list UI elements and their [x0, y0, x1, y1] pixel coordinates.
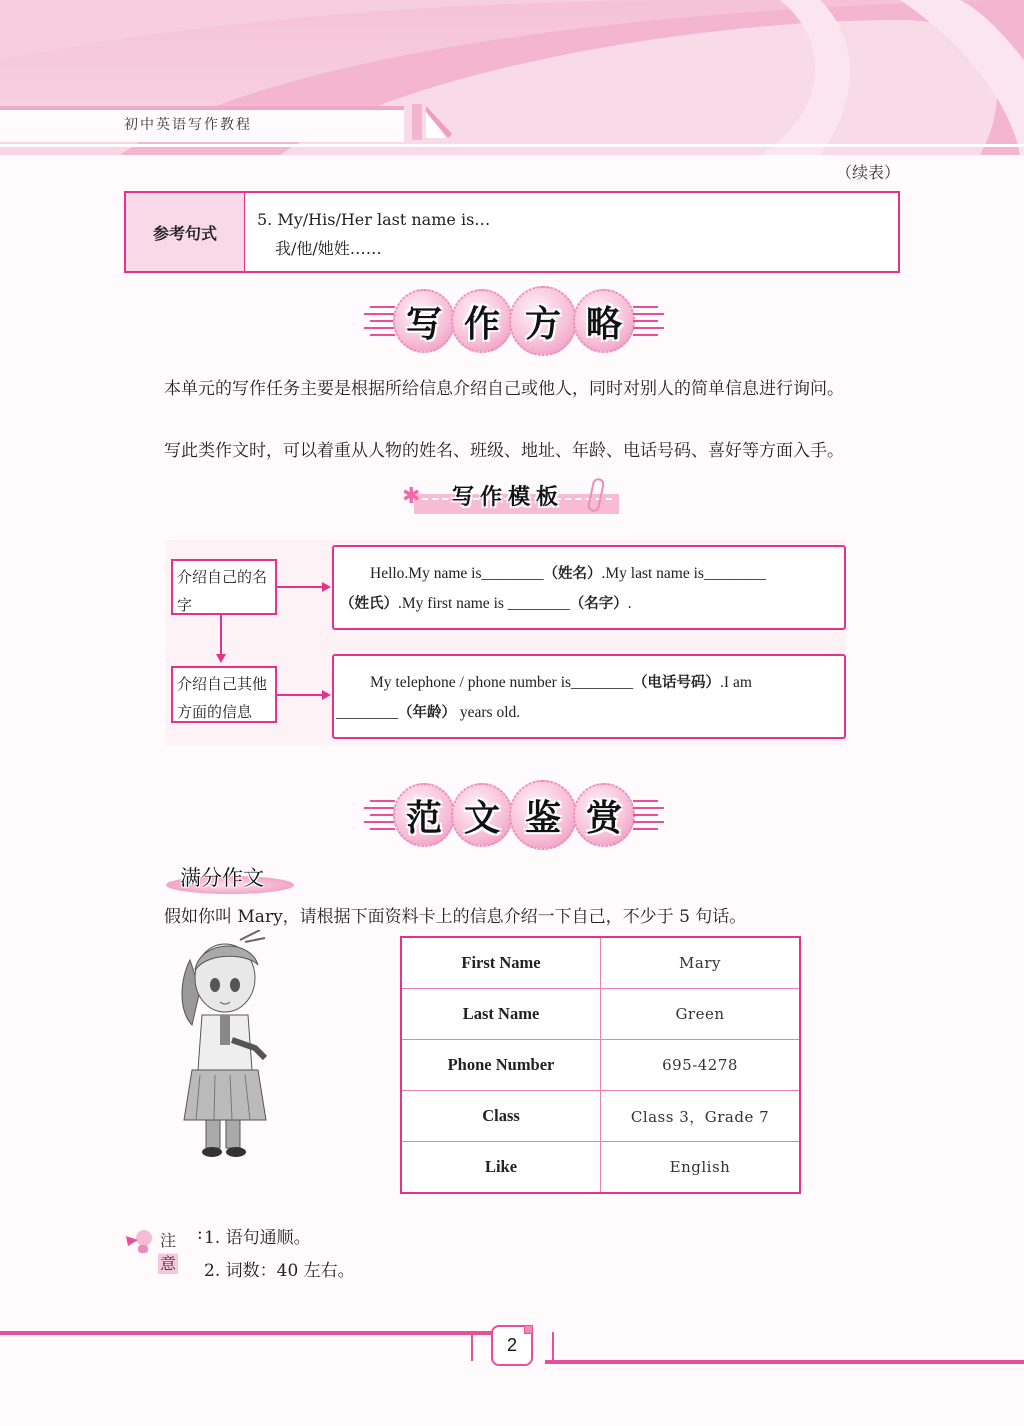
info-card-row [401, 937, 800, 989]
banner-char: 赏 [573, 783, 635, 847]
info-card-key: Phone Number [401, 1040, 601, 1091]
banner-char: 文 [451, 783, 513, 847]
reference-sentence-table [124, 191, 900, 273]
page-number: 2 [506, 1335, 517, 1355]
star-icon: ✱ [402, 484, 421, 509]
template-hint: （年龄） [398, 705, 456, 721]
banner-lines-left [364, 800, 395, 830]
banner-lines-right [633, 800, 664, 830]
info-card-value: Green [601, 989, 801, 1040]
template-banner [394, 478, 632, 518]
banner-char: 鉴 [509, 780, 577, 850]
info-card-row [401, 989, 800, 1040]
info-card-row [401, 1142, 800, 1194]
flow-connector [277, 586, 323, 588]
note-item-1: 1. 语句通顺。 [204, 1228, 311, 1248]
book-title: 初中英语写作教程 [124, 117, 252, 133]
template-text: .I am [720, 674, 752, 691]
note-item-2: 2. 词数：40 左右。 [204, 1261, 355, 1281]
task-instruction: 假如你叫 Mary，请根据下面资料卡上的信息介绍一下自己，不少于 5 句话。 [164, 907, 747, 927]
reference-table-heading: 参考句式 [126, 193, 245, 271]
reference-line-chinese: 我/他/她姓…… [275, 239, 382, 258]
flow-label-name: 介绍自己的名字 [171, 559, 277, 615]
sample-banner [364, 780, 664, 850]
banner-char: 写 [393, 289, 455, 353]
template-hint: （姓氏） [340, 596, 398, 612]
strategy-banner [364, 286, 664, 356]
info-card-key: Like [401, 1142, 601, 1194]
info-card-value: Mary [601, 937, 801, 989]
banner-lines-left [364, 306, 395, 336]
info-card-key: Class [401, 1091, 601, 1142]
full-score-label: 满分作文 [180, 866, 264, 890]
template-banner-title: 写作模板 [452, 485, 565, 510]
template-text: .My first name is ________ [398, 595, 570, 612]
footer-tick [552, 1332, 554, 1362]
page-corner-decoration [524, 1325, 533, 1334]
strategy-paragraph-2: 写此类作文时，可以着重从人物的姓名、班级、地址、年龄、电话号码、喜好等方面入手。 [164, 441, 844, 461]
note-label: 注意 [158, 1228, 178, 1274]
reference-table-content [245, 193, 502, 271]
template-text: Hello.My name is________ [370, 565, 544, 582]
banner-char: 略 [573, 289, 635, 353]
flow-connector [277, 694, 323, 696]
info-card-table [400, 936, 801, 1194]
girl-illustration [170, 930, 280, 1160]
footer-tick [471, 1333, 473, 1361]
template-hint: （姓名） [543, 566, 602, 582]
note-colon: : [197, 1224, 203, 1244]
info-card-value: English [601, 1142, 801, 1194]
strategy-paragraph-1: 本单元的写作任务主要是根据所给信息介绍自己或他人，同时对别人的简单信息进行询问。 [164, 379, 844, 399]
flow-connector-vertical [220, 615, 222, 655]
template-text: . [627, 595, 632, 612]
flow-label-other: 介绍自己其他方面的信息 [171, 666, 277, 723]
template-text: .My last name is________ [601, 565, 766, 582]
info-card-row [401, 1091, 800, 1142]
reference-line-english: 5. My/His/Her last name is… [257, 210, 491, 229]
info-card-key: First Name [401, 937, 601, 989]
cartoon-icon [124, 1228, 156, 1254]
banner-char: 作 [451, 289, 513, 353]
info-card-value: Class 3，Grade 7 [601, 1091, 801, 1142]
arrow-right-icon [322, 582, 331, 592]
footer-line-right [545, 1360, 1024, 1364]
footer-line-left [0, 1331, 494, 1335]
info-card-value: 695-4278 [601, 1040, 801, 1091]
template-sentence-name [332, 545, 846, 630]
arrow-down-icon [216, 654, 226, 663]
template-sentence-other [332, 654, 846, 739]
banner-lines-right [633, 306, 664, 336]
info-card-row [401, 1040, 800, 1091]
template-text: My telephone / phone number is________ [370, 674, 634, 691]
full-score-tag [166, 862, 296, 896]
template-text: ________ [336, 704, 398, 721]
continued-label: （续表） [835, 163, 900, 182]
page-number-box [491, 1325, 533, 1366]
header-divider [0, 144, 1024, 147]
banner-char: 范 [393, 783, 455, 847]
banner-char: 方 [509, 286, 577, 356]
template-text: years old. [459, 704, 521, 721]
arrow-right-icon [322, 690, 331, 700]
info-card-key: Last Name [401, 989, 601, 1040]
template-hint: （名字） [569, 596, 628, 612]
template-hint: （电话号码） [633, 675, 721, 691]
header-triangle-decoration [412, 104, 462, 142]
